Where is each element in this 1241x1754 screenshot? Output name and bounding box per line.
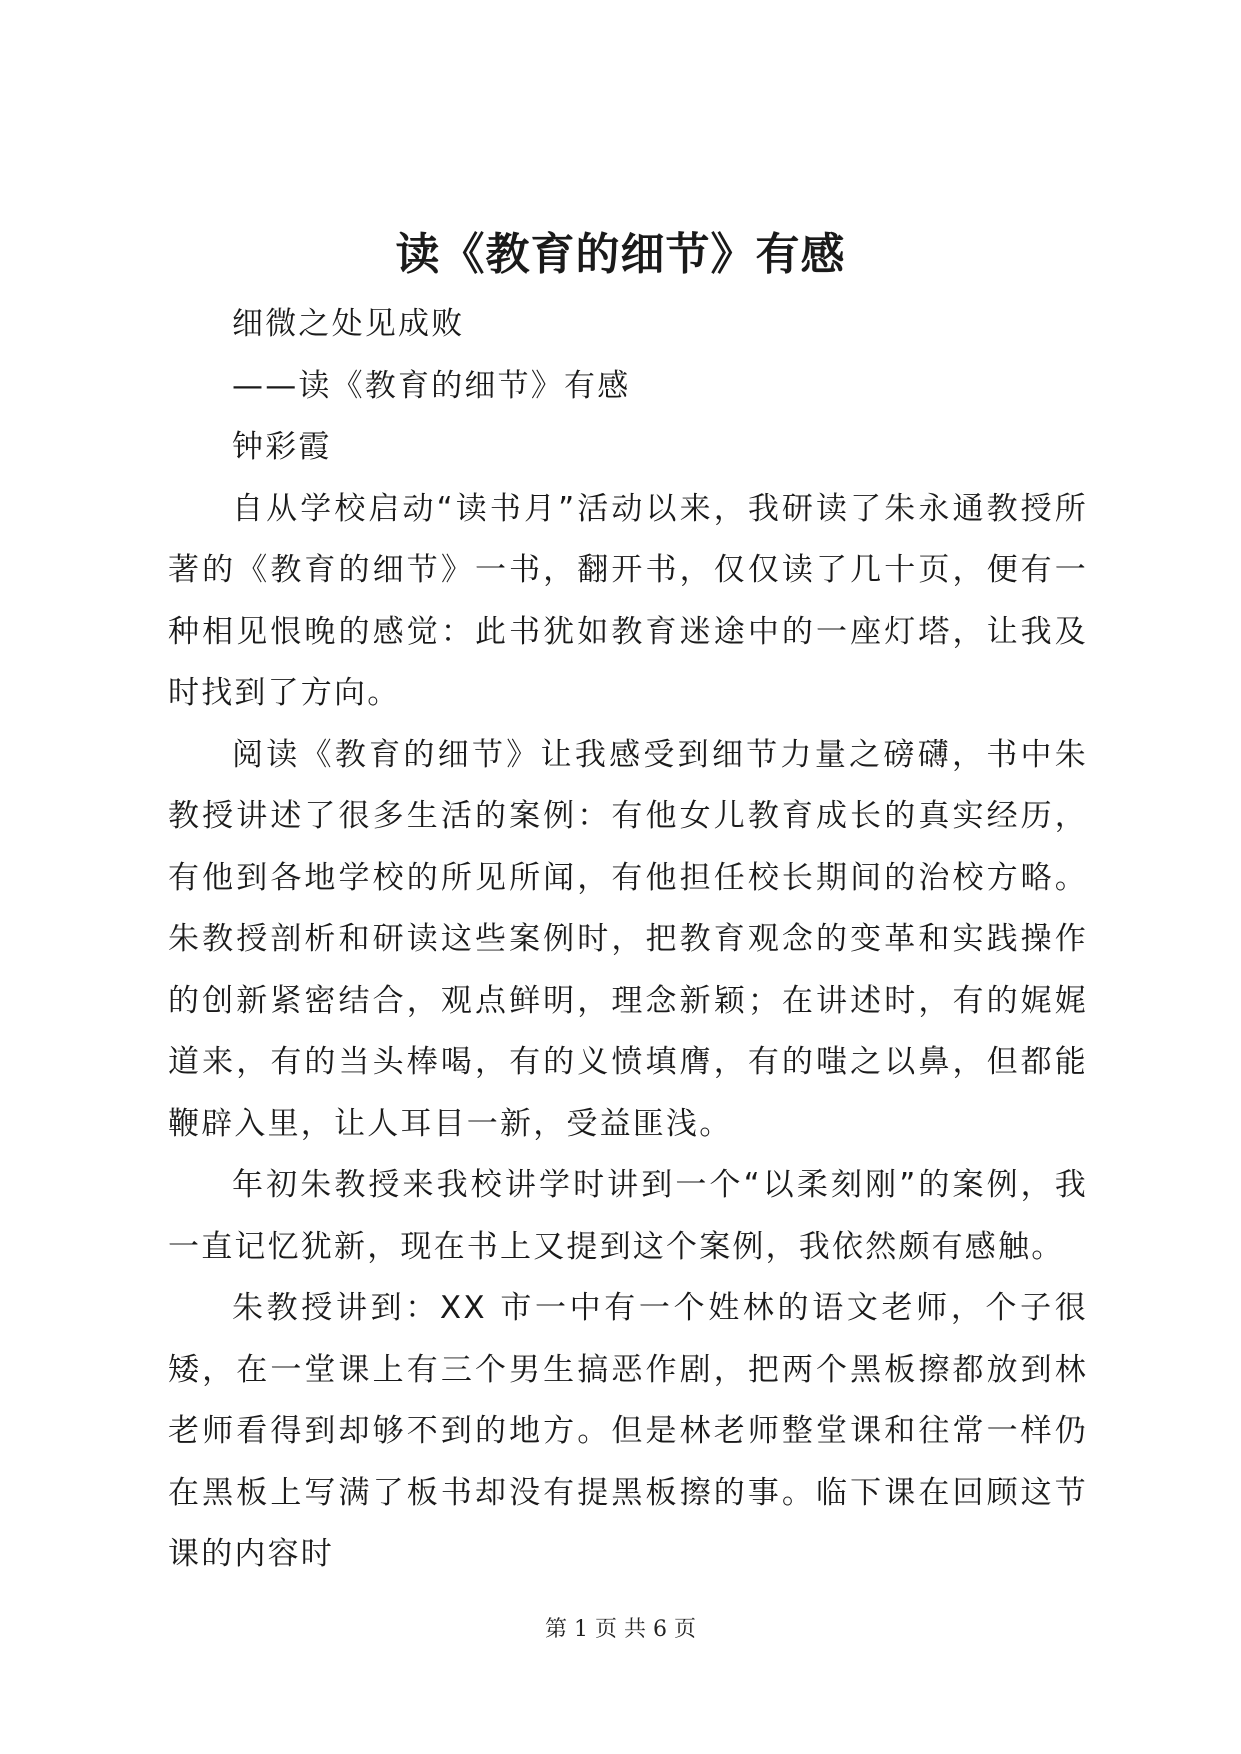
author-line: 钟彩霞: [232, 429, 332, 465]
subtitle-line: ——读《教育的细节》有感: [232, 367, 631, 404]
body-paragraph: 阅读《教育的细节》让我感受到细节力量之磅礴，书中朱教授讲述了很多生活的案例：有他女儿教育成长的真实经历，有他到各地学校的所见所闻，有他担任校长期间的治校方略。朱教授剖析和研读这些案例时，把教育观念的变革和实践操作的创新紧密结合，观点鲜明，理念新颖；在讲述时，有的娓娓道来，有的当头棒喝，有的义愤填膺，有的嗤之以鼻，但都能鞭辟入里，让人耳目一新，受益匪浅。: [168, 736, 1088, 1142]
document-body: [168, 294, 1088, 1586]
body-paragraph: 年初朱教授来我校讲学时讲到一个“以柔刻刚”的案例，我一直记忆犹新，现在书上又提到这个案例，我依然颇有感触。: [168, 1167, 1088, 1265]
subtitle-line: 细微之处见成败: [232, 306, 465, 342]
page-number-footer: 第 1 页 共 6 页: [545, 1617, 696, 1642]
page-title: 读《教育的细节》有感: [395, 229, 846, 280]
body-paragraph: 朱教授讲到：XX 市一中有一个姓林的语文老师，个子很矮，在一堂课上有三个男生搞恶作剧，把两个黑板擦都放到林老师看得到却够不到的地方。但是林老师整堂课和往常一样仍在黑板上写满了板书却没有提黑板擦的事。临下课在回顾这节课的内容时: [168, 1290, 1088, 1572]
body-paragraph: 自从学校启动“读书月”活动以来，我研读了朱永通教授所著的《教育的细节》一书，翻开书，仅仅读了几十页，便有一种相见恨晚的感觉：此书犹如教育迷途中的一座灯塔，让我及时找到了方向。: [168, 490, 1088, 711]
